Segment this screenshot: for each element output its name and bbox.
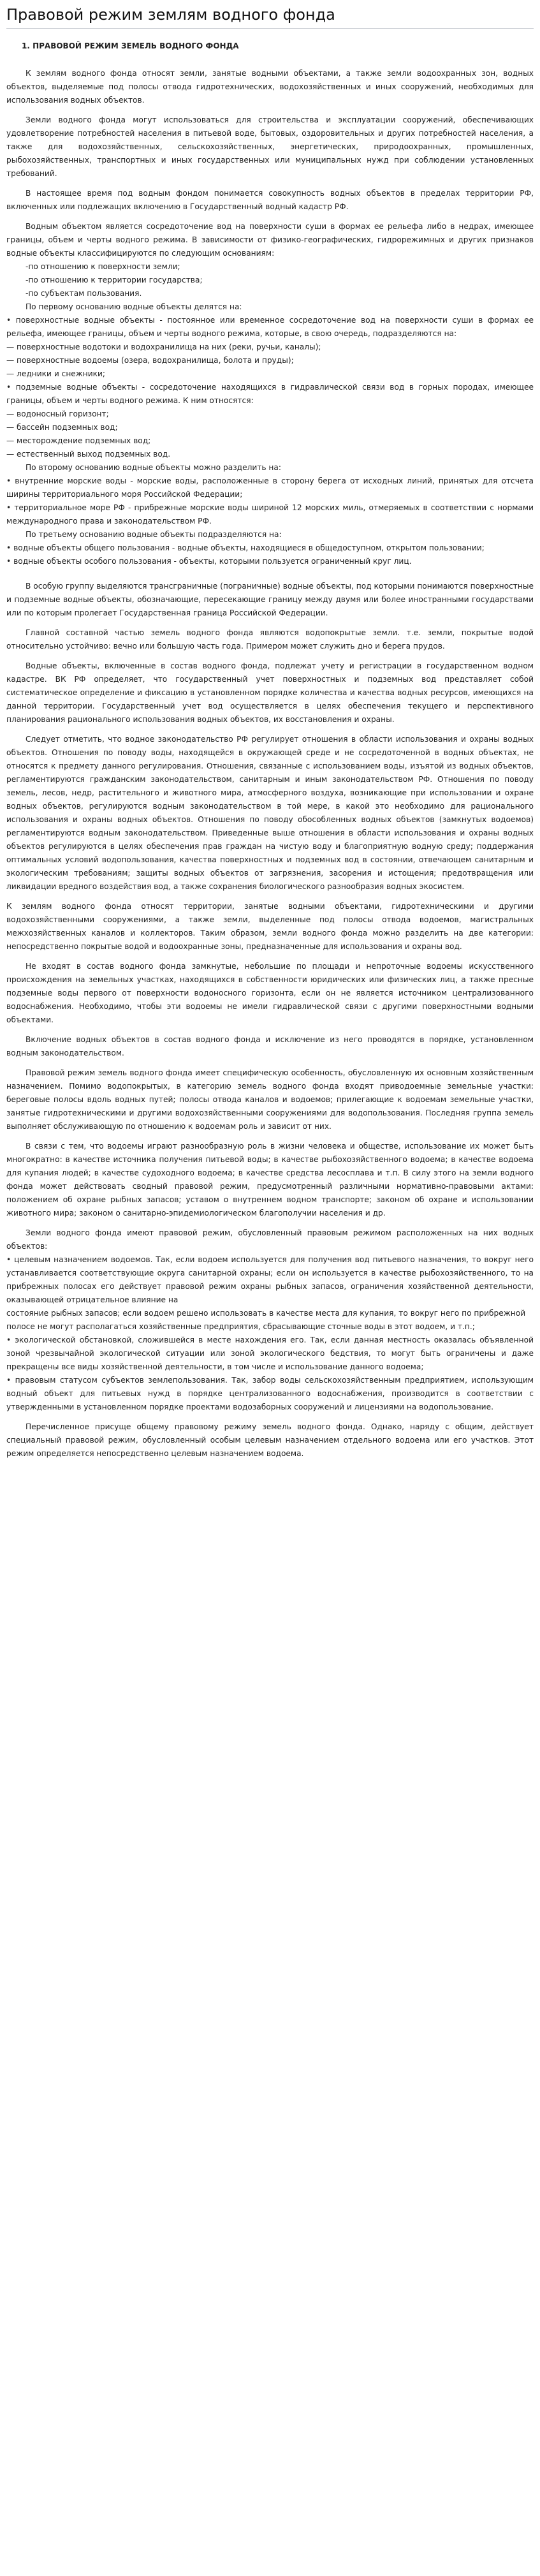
paragraph: Включение водных объектов в состав водного фонда и исключение из него проводятся в порядке, установленном водным законодательством. [6,1035,534,1057]
bullet-item: • целевым назначением водоемов. Так, если водоем используется для получения вод питьевого назначения, то вокруг него устанавливается соответствующие округа санитарной охраны; если он используется в качестве рыбохозяйственного, то на прибрежных полосах его действует правовой режим охраны рыбных запасов, ограничения хозяйственной деятельности, оказывающей отрицательное влияние на [6,1255,534,1304]
bullet-item: • правовым статусом субъектов землепользования. Так, забор воды сельскохозяйственным предприятием, использующим водный объект для питьевых нужд в порядке централизованного водоснабжения, производится в соответствии с утвержденными в установленном порядке проектами водозаборных сооружений и лицензиями на водопользование. [6,1376,534,1411]
paragraph: Главной составной частью земель водного фонда являются водопокрытые земли. т.е. земли, покрытые водой относительно устойчиво: вечно или большую часть года. Примером может служить дно и берега прудов. [6,628,534,651]
paragraph: Водные объекты, включенные в состав водного фонда, подлежат учету и регистрации в государственном водном кадастре. ВК РФ определяет, что государственный учет поверхностных и подземных вод представляет собой систематическое определение и фиксацию в установленном порядке количества и качества водных ресурсов, имеющихся на данной территории. Государственный учет вод осуществляется в целях обеспечения текущего и перспективного планирования рационального использования водных объектов, их восстановления и охраны. [6,661,534,724]
list-line: — поверхностные водоемы (озера, водохранилища, болота и пруды); [6,356,294,365]
page-title: Правовой режим землям водного фонда [6,5,534,29]
paragraph: Правовой режим земель водного фонда имеет специфическую особенность, обусловленную их основным хозяйственным назначением. Помимо водопокрытых, в категорию земель водного фонда входят приводоемные земельные участки: береговые полосы вдоль водных путей; полосы отвода каналов и водоемов; прилегающие к водоемам земельные участки, занятые гидротехническими и другими водохозяйственными сооружениями для водопользования. Последняя группа земель выполняет обслуживающую по отношению к водоемам роль и зависит от них. [6,1068,534,1131]
paragraph: Перечисленное присуще общему правовому режиму земель водного фонда. Однако, наряду с общим, действует специальный правовой режим, обусловленный особым целевым назначением отдельного водоема или его участков. Этот режим определяется непосредственно целевым назначением водоема. [6,1422,534,1458]
paragraph: Земли водного фонда могут использоваться для строительства и эксплуатации сооружений, обеспечивающих удовлетворение потребностей населения в питьевой воде, бытовых, оздоровительных и других потребностей населения, а также для водохозяйственных, сельскохозяйственных, энергетических, природоохранных, промышленных, рыбохозяйственных, транспортных и иных государственных или муниципальных нужд при соблюдении установленных требований. [6,115,534,178]
document-body [6,67,534,1461]
paragraph: В настоящее время под водным фондом понимается совокупность водных объектов в пределах территории РФ, включенных или подлежащих включению в Государственный водный кадастр РФ. [6,189,534,211]
paragraph: К землям водного фонда относят территории, занятые водными объектами, гидротехническими и другими водохозяйственными сооружениями, а также земли, выделенные под полосы отвода водоемов, магистральных межхозяйственных каналов и коллекторов. Таким образом, земли водного фонда можно разделить на две категории: непосредственно покрытые водой и водоохранные зоны, предназначенные для использования и охраны вод. [6,902,534,951]
section-heading: 1. ПРАВОВОЙ РЕЖИМ ЗЕМЕЛЬ ВОДНОГО ФОНДА [22,41,239,50]
list-line: — поверхностные водотоки и водохранилища на них (реки, ручьи, каналы); [6,342,321,351]
bullet-item: • территориальное море РФ - прибрежные морские воды шириной 12 морских миль, отмеряемых в соответствии с нормами международного права и законодательством РФ. [6,503,534,526]
list-line: По первому основанию водные объекты делятся на: [26,302,242,311]
list-line: — ледники и снежники; [6,369,106,378]
paragraph: Следует отметить, что водное законодательство РФ регулирует отношения в области использования и охраны водных объектов. Отношения по поводу воды, находящейся в окружающей среде и не сосредоточенной в водных объектах, не относятся к предмету данного регулирования. Отношения, связанные с использованием воды, изъятой из водных объектов, регламентируются гражданским законодательством, санитарным и иным законодательством РФ. Отношения по поводу земель, лесов, недр, растительного и животного мира, атмосферного воздуха, возникающие при использовании и охране водных объектов, регулируются водным законодательством в той мере, в какой это необходимо для рационального использования и охраны водных объектов. Отношения по поводу обособленных водных объектов (замкнутых водоемов) регламентируются водным законодательством. Приведенные выше отношения в области использования и охраны водных объектов регулируются в целях обеспечения прав граждан на чистую воду и благоприятную водную среду; поддержания оптимальных условий водопользования, качества поверхностных и подземных вод в состоянии, отвечающем санитарным и экологическим требованиям; защиты водных объектов от загрязнения, засорения и истощения; предотвращения или ликвидации вредного воздействия вод, а также сохранения биологического разнообразия водных экосистем. [6,735,534,891]
list-line: По третьему основанию водные объекты подразделяются на: [26,530,282,539]
bullet-item: • поверхностные водные объекты - постоянное или временное сосредоточение вод на поверхности суши в формах ее рельефа, имеющее границы, объем и черты водного режима, которые, в свою очередь, подразделяются на: [6,316,534,338]
list-line: -по субъектам пользования. [26,289,142,298]
bullet-item: • подземные водные объекты - сосредоточение находящихся в гидравлической связи вод в горных породах, имеющее границы, объем и черты водного режима. К ним относятся: [6,383,534,405]
list-line: -по отношению к территории государства; [26,276,203,284]
list-line: -по отношению к поверхности земли; [26,262,180,271]
paragraph: Земли водного фонда имеют правовой режим, обусловленный правовым режимом расположенных на них водных объектов: [6,1228,534,1251]
list-line: — бассейн подземных вод; [6,423,118,432]
list-line: — естественный выход подземных вод. [6,450,171,459]
paragraph: В особую группу выделяются трансграничные (пограничные) водные объекты, под которыми понимаются поверхностные и подземные водные объекты, обозначающие, пересекающие границу между двумя или более иностранными государствами или по которым пролегает Государственная граница Российской Федерации. [6,582,534,617]
paragraph: Водным объектом является сосредоточение вод на поверхности суши в формах ее рельефа либо в недрах, имеющее границы, объем и черты водного режима. В зависимости от физико-географических, гидрорежимных и других признаков водные объекты классифицируются по следующим основаниям: [6,222,534,258]
bullet-item: • водные объекты особого пользования - объекты, которыми пользуется ограниченный круг лиц. [6,557,412,566]
list-line: — месторождение подземных вод; [6,436,151,445]
paragraph: К землям водного фонда относят земли, занятые водными объектами, а также земли водоохранных зон, водных объектов, выделяемые под полосы отвода гидротехнических, водохозяйственных и иных сооружений, необходимых для использования водных объектов. [6,69,534,105]
paragraph: В связи с тем, что водоемы играют разнообразную роль в жизни человека и обществе, использование их может быть многократно: в качестве источника получения питьевой воды; в качестве рыбохозяйственного водоема; в качестве водоема для купания людей; в качестве судоходного водоема; в качестве средства лесосплава и т.п. В силу этого на земли водного фонда может действовать сводный правовой режим, предусмотренный различными нормативно-правовыми актами: положением об охране рыбных запасов; уставом о внутреннем водном транспорте; законом об охране и использовании животного мира; законом о санитарно-эпидемиологическом благополучии населения и др. [6,1142,534,1218]
list-line: состояние рыбных запасов; если водоем решено использовать в качестве места для купания, то вокруг него по прибрежной полосе не могут располагаться хозяйственные предприятия, сбрасывающие сточные воды в этот водоем, и т.п.; [6,1309,526,1331]
bullet-item: • водные объекты общего пользования - водные объекты, находящиеся в общедоступном, открытом пользовании; [6,543,485,552]
list-line: — водоносный горизонт; [6,409,109,418]
bullet-item: • экологической обстановкой, сложившейся в месте нахождения его. Так, если данная местность оказалась объявленной зоной чрезвычайной экологической ситуации или зоной экологического бедствия, то могут быть ограничены и даже прекращены все виды хозяйственной деятельности, в том числе и использование данного водоема; [6,1336,534,1371]
bullet-item: • внутренние морские воды - морские воды, расположенные в сторону берега от исходных линий, принятых для отсчета ширины территориального моря Российской Федерации; [6,476,534,499]
list-line: По второму основанию водные объекты можно разделить на: [26,463,281,472]
paragraph: Не входят в состав водного фонда замкнутые, небольшие по площади и непроточные водоемы искусственного происхождения на земельных участках, находящихся в собственности юридических или физических лиц, а также пресные подземные воды первого от поверхности водоносного горизонта, если он не является источником централизованного водоснабжения. Необходимо, чтобы эти водоемы не имели гидравлической связи с другими поверхностными водными объектами. [6,962,534,1024]
